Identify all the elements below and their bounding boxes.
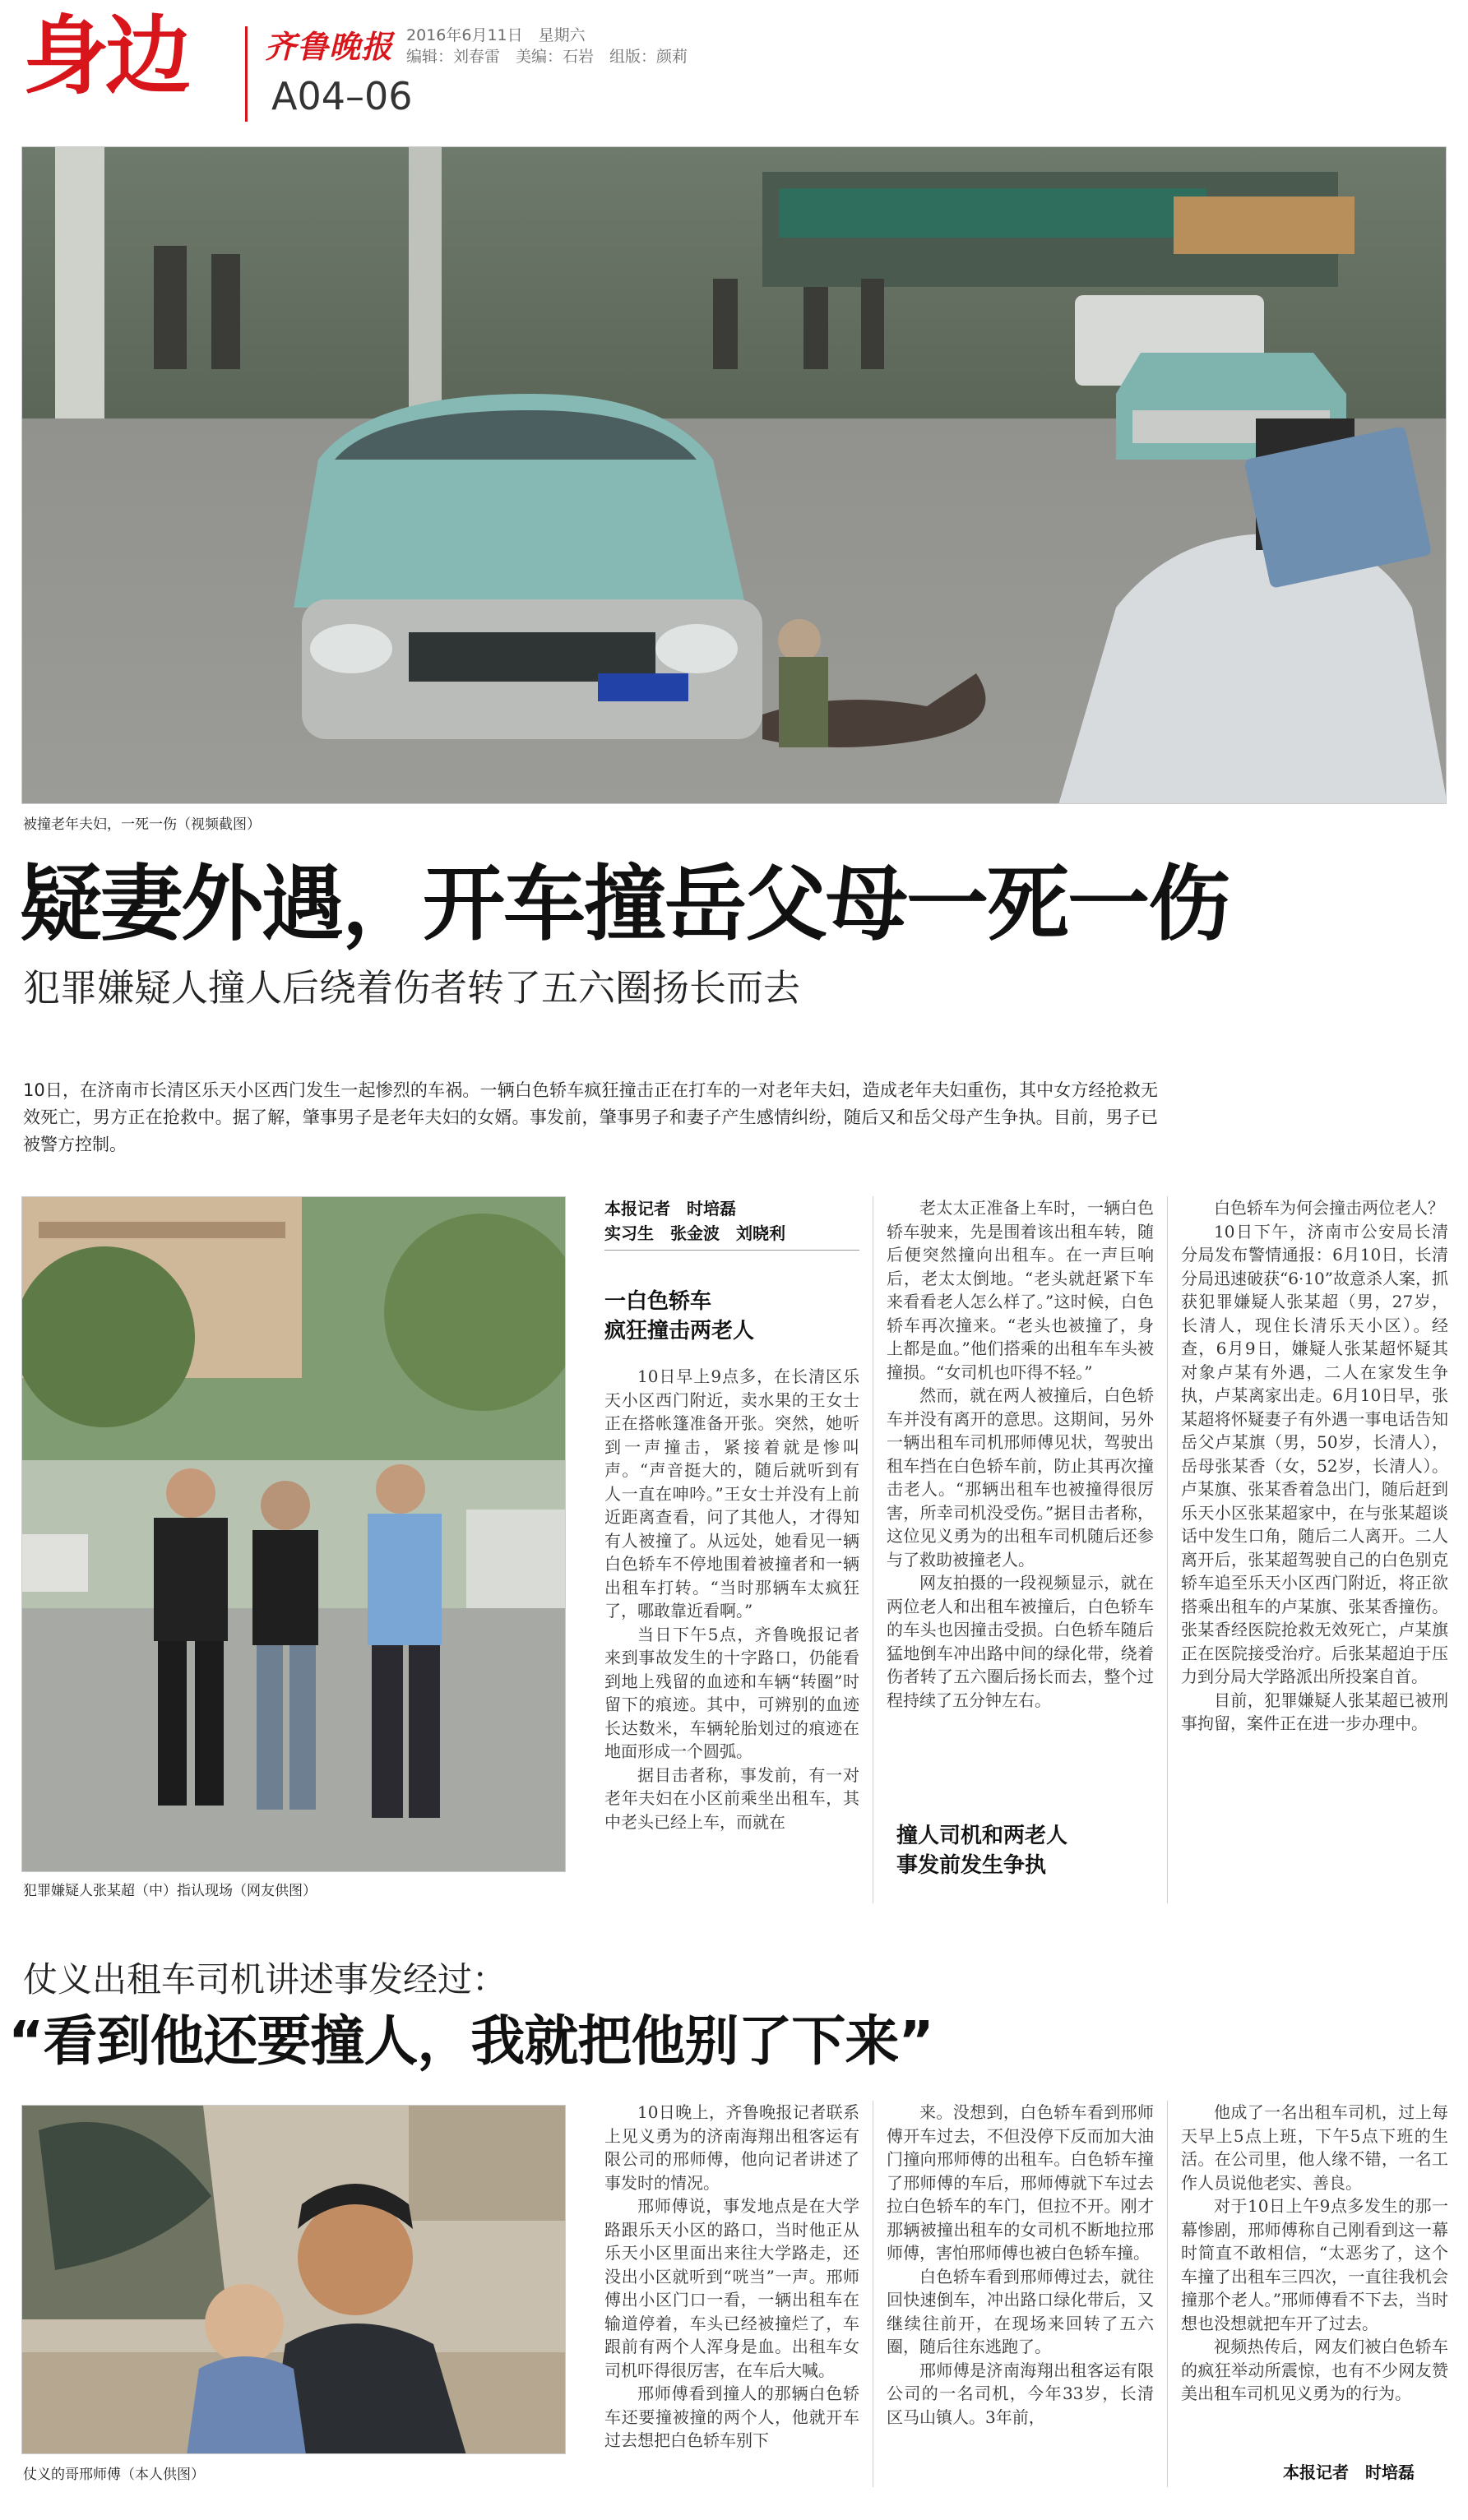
suspect-photo <box>21 1196 566 1872</box>
sub-headline: 犯罪嫌疑人撞人后绕着伤者转了五六圈扬长而去 <box>23 966 801 1010</box>
lead-paragraph: 10日，在济南市长清区乐天小区西门发生一起惨烈的车祸。一辆白色轿车疯狂撞击正在打车的一对老年夫妇，造成老年夫妇重伤，其中女方经抢救无效死亡，男方正在抢救中。据了解，肇事男子是老年夫妇的女婿。事发前，肇事男子和妻子产生感情纠纷，随后又和岳父母产生争执。目前，男子已被警方控制。 <box>23 1080 1158 1154</box>
paragraph: 老太太正准备上车时，一辆白色轿车驶来，先是围着该出租车转，随后便突然撞向出租车。在一声巨响后，老太太倒地。“老头就赶紧下车来看看老人怎么样了。”这时候，白色轿车再次撞来。“老头也被撞了，身上都是血。”他们搭乘的出租车车头被撞损。“女司机也吓得不轻。” <box>887 1198 1154 1382</box>
paragraph: 目前，犯罪嫌疑人张某超已被刑事拘留，案件正在进一步办理中。 <box>1181 1690 1448 1733</box>
paragraph: 10日下午，济南市公安局长清分局发布警情通报：6月10日，长清分局迅速破获“6·10”故意杀人案，抓获犯罪嫌疑人张某超（男，27岁，长清人，现住长清乐天小区）。经查，6月9日，嫌疑人张某超怀疑其对象卢某有外遇，二人在家发生争执，卢某离家出走。6月10日早，张某超将怀疑妻子有外遇一事电话告知岳父卢某旗（男，50岁，长清人），岳母张某香（女，52岁，长清人）。卢某旗、张某香着急出门，随后赶到乐天小区张某超家中，在与张某超谈话中发生口角，随后二人离开。二人离开后，张某超驾驶自己的白色别克轿车追至乐天小区西门附近，将正欲搭乘出租车的卢某旗、张某香撞伤。张某香经医院抢救无效死亡，卢某旗正在医院接受治疗。后张某超迫于压力到分局大学路派出所投案自首。 <box>1181 1221 1448 1686</box>
section2-headline: “看到他还要撞人，我就把他别了下来” <box>8 2009 933 2073</box>
page-number: A04–06 <box>271 74 413 118</box>
accident-scene-photo <box>21 146 1447 804</box>
date-line: 2016年6月11日 星期六 <box>406 26 586 44</box>
paragraph: 10日早上9点多，在长清区乐天小区西门附近，卖水果的王女士正在搭帐篷准备开张。突然，她听到一声撞击，紧接着就是惨叫声。“声音挺大的，随后就听到有人一直在呻吟。”王女士并没有上前近距离查看，问了其他人，才得知有人被撞了。从远处，她看见一辆白色轿车不停地围着被撞者和一辆出租车打转。“当时那辆车太疯狂了，哪敢靠近看啊。” <box>604 1366 859 1621</box>
suspect-scene-image <box>22 1197 566 1872</box>
driver-photo <box>21 2105 566 2454</box>
paragraph: 邢师傅看到撞人的那辆白色轿车还要撞被撞的两个人，他就开车过去想把白色轿车别下 <box>604 2384 859 2450</box>
subhead-2-line1: 撞人司机和两老人 <box>896 1824 1068 1848</box>
paragraph: 白色轿车看到邢师傅过去，就往回快速倒车，冲出路口绿化带后，又继续往前开，在现场来回转了五六圈，随后往东逃跑了。 <box>887 2266 1154 2356</box>
article-column-a <box>604 1365 859 1899</box>
paragraph: 网友拍摄的一段视频显示，就在两位老人和出租车被撞后，白色轿车的车头也因撞击受损。白色轿车随后猛地倒车冲出路中间的绿化带，绕着伤者转了五六圈后扬长而去，整个过程持续了五分钟左右。 <box>887 1573 1154 1710</box>
article-column-c <box>1181 1196 1448 1903</box>
paragraph: 当日下午5点，齐鲁晚报记者来到事故发生的十字路口，仍能看到地上残留的血迹和车辆“转圈”时留下的痕迹。其中，可辨别的血迹长达数米，车辆轮胎划过的痕迹在地面形成一个圆弧。 <box>604 1624 859 1761</box>
accident-scene-image <box>22 147 1447 804</box>
staff-line: 编辑：刘春雷 美编：石岩 组版：颜莉 <box>406 48 688 66</box>
article-column-b <box>887 1196 1154 1825</box>
paragraph: 对于10日上午9点多发生的那一幕惨剧，邢师傅称自己刚看到这一幕时简直不敢相信，“太恶劣了，这个车撞了出租车三四次，一直往我机会撞那个老人。”邢师傅看不下去，当时想也没想就把车开了过去。 <box>1181 2196 1448 2333</box>
paragraph: 邢师傅说，事发地点是在大学路跟乐天小区的路口，当时他正从乐天小区里面出来往大学路走，还没出小区就听到“咣当”一声。邢师傅出小区门口一看，一辆出租车在输道停着，车头已经被撞烂了，车跟前有两个人浑身是血。出租车女司机吓得很厉害，在车后大喊。 <box>604 2196 859 2380</box>
paragraph: 他成了一名出租车司机，过上每天早上5点上班，下午5点下班的生活。在公司里，他人缘不错，一名工作人员说他老实、善良。 <box>1181 2102 1448 2193</box>
subhead-1 <box>604 1287 859 1346</box>
paragraph: 视频热传后，网友们被白色轿车的疯狂举动所震惊，也有不少网友赞美出租车司机见义勇为的行为。 <box>1181 2337 1448 2403</box>
paragraph: 然而，就在两人被撞后，白色轿车并没有离开的意思。这期间，另外一辆出租车司机邢师傅见状，驾驶出租车挡在白色轿车前，防止其再次撞击老人。“那辆出租车也被撞得很厉害，所幸司机没受伤。”据目击者称，这位见义勇为的出租车司机随后还参与了救助被撞老人。 <box>887 1385 1154 1570</box>
article-column-e <box>887 2101 1154 2487</box>
top-photo-caption: 被撞老年夫妇，一死一伤（视频截图） <box>23 816 261 833</box>
column-divider <box>1167 2101 1168 2487</box>
byline-reporter: 本报记者 时培磊 <box>604 1199 736 1218</box>
paragraph: 据目击者称，事发前，有一对老年夫妇在小区前乘坐出租车，其中老头已经上车，而就在 <box>604 1764 859 1832</box>
article-column-f <box>1181 2101 1448 2454</box>
byline-end: 本报记者 时培磊 <box>1283 2462 1415 2482</box>
bottom-photo-caption: 仗义的哥邢师傅（本人供图） <box>23 2467 205 2483</box>
byline-interns: 实习生 张金波 刘晓利 <box>604 1223 785 1243</box>
paragraph: 邢师傅是济南海翔出租客运有限公司的一名司机，今年33岁，长清区马山镇人。3年前， <box>887 2360 1154 2427</box>
newspaper-logo: 齐鲁晚报 <box>265 28 394 65</box>
paragraph: 来。没想到，白色轿车看到邢师傅开车过去，不但没停下反而加大油门撞向邢师傅的出租车。白色轿车撞了邢师傅的车后，邢师傅就下车过去拉白色轿车的车门，但拉不开。刚才那辆被撞出租车的女司机不断地拉邢师傅，害怕邢师傅也被白色轿车撞。 <box>887 2102 1154 2263</box>
article-column-d <box>604 2101 859 2487</box>
section-title: 身边 <box>23 6 188 106</box>
subhead-2-line2: 事发前发生争执 <box>896 1853 1047 1878</box>
mid-photo-caption: 犯罪嫌疑人张某超（中）指认现场（网友供图） <box>23 1883 317 1899</box>
main-headline: 疑妻外遇，开车撞岳父母一死一伤 <box>20 856 1229 952</box>
column-divider <box>1167 1196 1168 1903</box>
byline-rule <box>604 1250 859 1251</box>
paragraph: 白色轿车为何会撞击两位老人？ <box>1214 1198 1444 1218</box>
driver-image <box>22 2106 566 2454</box>
section2-kicker: 仗义出租车司机讲述事发经过： <box>23 1959 507 2000</box>
subhead-2 <box>896 1821 1160 1880</box>
subhead-1-line1: 一白色轿车 <box>604 1289 712 1314</box>
paragraph: 10日晚上，齐鲁晚报记者联系上见义勇为的济南海翔出租客运有限公司的邢师傅，他向记者讲述了事发时的情况。 <box>604 2102 859 2193</box>
header-divider <box>245 26 248 122</box>
subhead-1-line2: 疯狂撞击两老人 <box>604 1319 755 1343</box>
